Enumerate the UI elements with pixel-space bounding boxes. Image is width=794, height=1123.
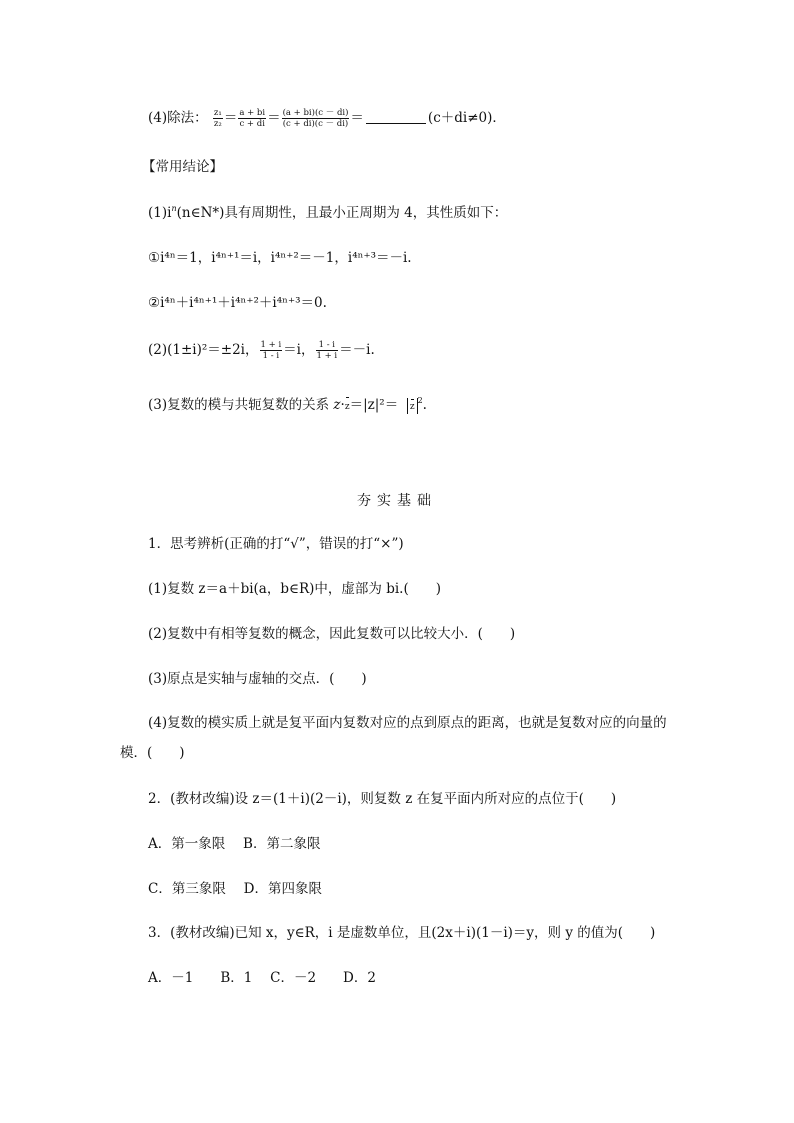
- c3-square: 2: [417, 396, 423, 405]
- c3-dot: ·: [340, 397, 345, 413]
- c3-prefix: (3)复数的模与共轭复数的关系: [148, 397, 330, 413]
- conclusion-2: [148, 340, 375, 361]
- question-1-item-4: (4)复数的模实质上就是复平面内复数对应的点到原点的距离，也就是复数对应的向量的模．( ): [120, 715, 667, 761]
- c3-equals: ＝|z|²＝: [349, 397, 399, 413]
- question-2-options-cd: C．第三象限 D．第四象限: [148, 881, 322, 897]
- conclusion-1a: ①i⁴ⁿ＝1，i⁴ⁿ⁺¹＝i，i⁴ⁿ⁺²＝－1，i⁴ⁿ⁺³＝－i.: [148, 250, 412, 266]
- c3-abs-z: z: [409, 402, 415, 412]
- question-2-options-ab: A．第一象限 B．第二象限: [148, 836, 321, 852]
- conclusion-1b: ②i⁴ⁿ＋i⁴ⁿ⁺¹＋i⁴ⁿ⁺²＋i⁴ⁿ⁺³＝0.: [148, 295, 327, 311]
- division-condition: (c＋di≠0)．: [427, 110, 506, 126]
- division-label: (4)除法：: [148, 110, 208, 126]
- c3-abs-conjugate: [407, 398, 418, 414]
- c2-mid: ＝i，: [283, 342, 315, 358]
- question-2: 2．(教材改编)设 z＝(1＋i)(2－i)，则复数 z 在复平面内所对应的点位于( ): [148, 791, 617, 807]
- fraction-1pi-1mi: $\frac{1 + i}{1 - i}$: [260, 340, 282, 361]
- question-1-item-3: (3)原点是实轴与虚轴的交点．( ): [148, 671, 367, 687]
- c1-superscript: n: [171, 204, 177, 213]
- fraction-expanded: $\frac{(a + bi)(c - di)}{(c + di)(c - di)}$: [282, 108, 349, 129]
- question-3: 3．(教材改编)已知 x，y∈R，i 是虚数单位，且(2x＋i)(1－i)＝y，则 y 的值为( ): [148, 925, 656, 941]
- c1-text: (n∈N*)具有周期性，且最小正周期为 4，其性质如下：: [176, 205, 508, 221]
- question-1-item-1: (1)复数 z＝a＋bi(a，b∈R)中，虚部为 bi.( ): [148, 581, 441, 597]
- c3-conjugate-z: z: [345, 398, 350, 416]
- fraction-1mi-1pi: $\frac{1 - i}{1 + i}$: [316, 340, 338, 361]
- conclusion-3: [148, 396, 427, 416]
- fraction-a-bi-over-c-di: $\frac{a + bi}{c + di}$: [239, 108, 266, 129]
- c2-prefix: (2)(1±i)²＝±2i，: [148, 342, 259, 358]
- answer-blank[interactable]: [366, 111, 426, 124]
- question-1: 1．思考辨析(正确的打“√”，错误的打“×”): [148, 536, 404, 552]
- c3-end: .: [422, 397, 427, 413]
- question-1-item-2: (2)复数中有相等复数的概念，因此复数可以比较大小．( ): [148, 626, 516, 642]
- conclusion-1: [148, 204, 507, 222]
- conclusion-heading: 【常用结论】: [142, 159, 223, 175]
- c3-z: z: [333, 397, 341, 413]
- section-title: 夯实基础: [357, 493, 437, 509]
- c2-end: ＝－i.: [339, 342, 375, 358]
- question-3-options: A．－1 B．1 C．－2 D．2: [148, 970, 376, 986]
- division-rule: (4)除法： $\frac{\text{z₁}}{\text{z₂}}$ ＝ $\frac{a + bi}{c + di}$ ＝ $\frac{(a + bi)(c - di)}{(c + di)(c - di)}$ ＝ (c＋di≠0)．: [148, 108, 506, 129]
- fraction-z1-z2: $\frac{\text{z₁}}{\text{z₂}}$: [213, 108, 222, 129]
- c1-prefix: (1)i: [148, 205, 172, 221]
